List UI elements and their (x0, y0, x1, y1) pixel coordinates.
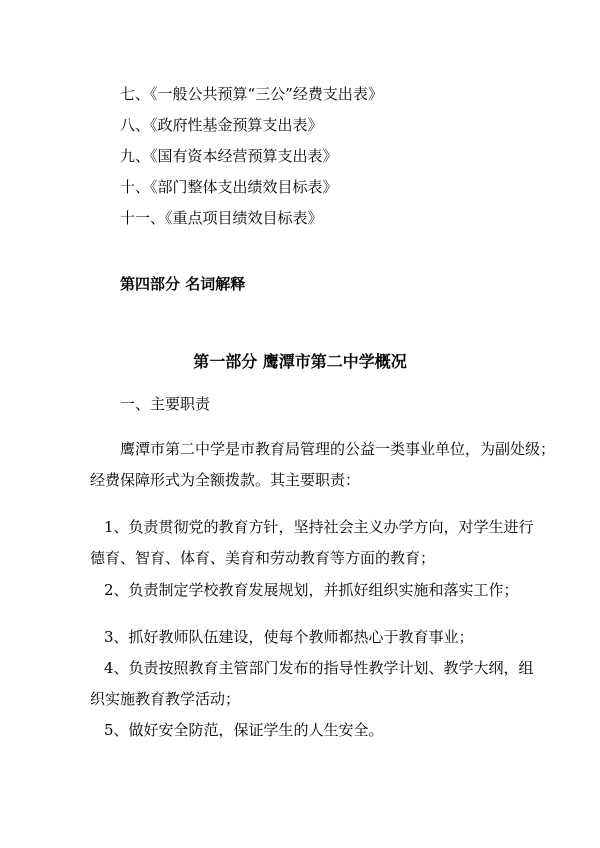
intro-line: 鹰潭市第二中学是市教育局管理的公益一类事业单位，为副处级； (120, 440, 556, 458)
duty-line: 2、负责制定学校教育发展规划，并抓好组织实施和落实工作； (104, 581, 519, 599)
toc-item: 九、《国有资本经营预算支出表》 (120, 147, 338, 165)
duty-line: 德育、智育、体育、美育和劳动教育等方面的教育； (90, 549, 436, 567)
toc-item: 七、《一般公共预算“三公”经费支出表》 (120, 85, 383, 103)
duty-line: 织实施教育教学活动； (90, 690, 241, 708)
intro-line: 经费保障形式为全额拨款。其主要职责： (90, 471, 361, 489)
toc-item: 十、《部门整体支出绩效目标表》 (120, 178, 338, 196)
part1-heading: 第一部分 鹰潭市第二中学概况 (193, 352, 407, 371)
toc-item: 十一、《重点项目绩效目标表》 (120, 209, 323, 227)
duty-line: 4、负责按照教育主管部门发布的指导性教学计划、教学大纲，组 (104, 659, 534, 677)
duty-line: 5、做好安全防范，保证学生的人生安全。 (104, 721, 384, 739)
part4-heading: 第四部分 名词解释 (120, 275, 246, 293)
duty-line: 3、抓好教师队伍建设，使每个教师都热心于教育事业； (104, 628, 474, 646)
section-title: 一、主要职责 (120, 395, 211, 413)
toc-item: 八、《政府性基金预算支出表》 (120, 116, 323, 134)
duty-line: 1、负责贯彻党的教育方针，坚持社会主义办学方向，对学生进行 (104, 518, 534, 536)
